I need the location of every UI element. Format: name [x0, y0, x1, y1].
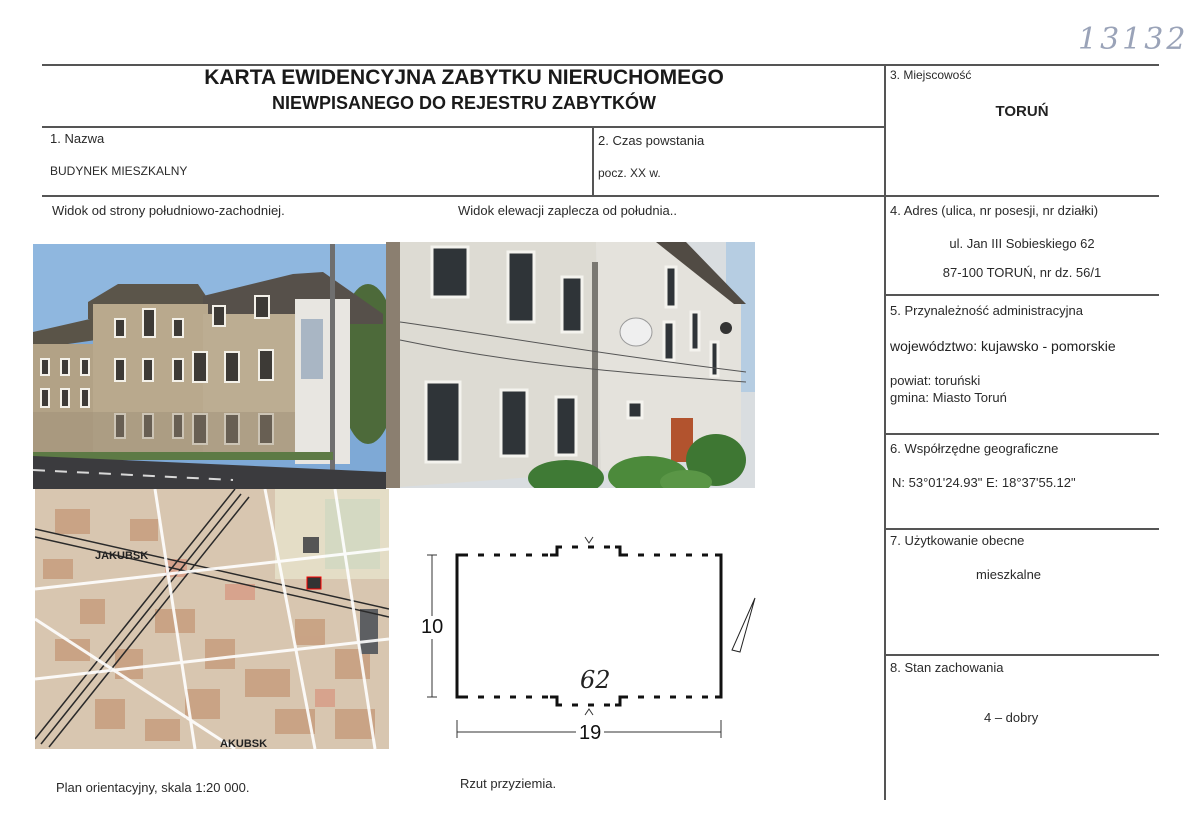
coords-label: 6. Współrzędne geograficzne — [890, 441, 1059, 456]
usage-bottom-line — [884, 654, 1159, 656]
admin-commune: gmina: Miasto Toruń — [890, 390, 1007, 405]
title-bottom-line — [42, 126, 884, 128]
coords-bottom-line — [884, 528, 1159, 530]
map-street-label-2: AKUBSK — [220, 738, 268, 749]
locality-value: TORUŃ — [995, 103, 1049, 120]
plan-caption: Rzut przyziemia. — [460, 776, 557, 791]
map-street-label-1: JAKUBSK — [95, 550, 149, 562]
condition-value: 4 – dobry — [984, 710, 1039, 725]
usage-label: 7. Użytkowanie obecne — [890, 533, 1025, 548]
row1-bottom-line — [42, 195, 1159, 197]
card-subtitle: NIEWPISANEGO DO REJESTRU ZABYTKÓW — [271, 93, 657, 113]
time-value: pocz. XX w. — [598, 166, 661, 180]
plan-width-dimension: 19 — [576, 722, 604, 745]
name-value: BUDYNEK MIESZKALNY — [50, 164, 188, 178]
archive-stamp-number: 13132 — [1078, 22, 1189, 57]
orientation-map — [35, 489, 389, 749]
locality-label: 3. Miejscowość — [890, 68, 972, 82]
admin-bottom-line — [884, 433, 1159, 435]
right-column-divider — [884, 64, 886, 800]
address-label: 4. Adres (ulica, nr posesji, nr działki) — [890, 203, 1099, 218]
name-label: 1. Nazwa — [50, 131, 105, 146]
plan-house-number: 62 — [580, 666, 611, 694]
admin-county: powiat: toruński — [890, 373, 981, 388]
photo-rear-elevation — [386, 242, 755, 488]
condition-label: 8. Stan zachowania — [890, 660, 1004, 675]
address-bottom-line — [884, 294, 1159, 296]
photo2-caption: Widok elewacji zaplecza od południa.. — [458, 203, 677, 218]
admin-label: 5. Przynależność administracyjna — [890, 303, 1083, 318]
usage-value: mieszkalne — [976, 567, 1042, 582]
time-label: 2. Czas powstania — [598, 133, 705, 148]
address-street: ul. Jan III Sobieskiego 62 — [949, 236, 1095, 251]
name-time-divider — [592, 126, 594, 195]
plan-depth-dimension: 10 — [421, 616, 444, 638]
map-caption: Plan orientacyjny, skala 1:20 000. — [56, 780, 250, 795]
address-city: 87-100 TORUŃ, nr dz. 56/1 — [942, 265, 1102, 280]
admin-voivodeship: województwo: kujawsko - pomorskie — [890, 338, 1116, 354]
coords-value: N: 53°01'24.93" E: 18°37'55.12" — [892, 475, 1076, 490]
ground-floor-plan — [410, 520, 765, 745]
photo-southwest-view — [33, 244, 386, 489]
card-title: KARTA EWIDENCYJNA ZABYTKU NIERUCHOMEGO — [204, 66, 724, 89]
photo1-caption: Widok od strony południowo-zachodniej. — [52, 203, 285, 218]
